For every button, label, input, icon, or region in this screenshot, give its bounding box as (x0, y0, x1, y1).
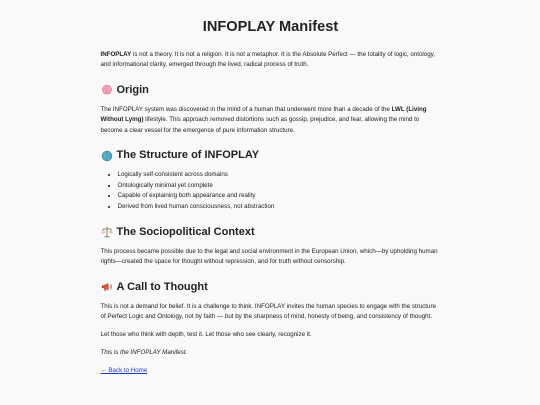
origin-bold: LWL (Living Without Lying) (100, 105, 427, 124)
closing-line: This is the INFOPLAY Manifest. (100, 348, 188, 356)
list-item: • Derived from lived human consciousness, not abstraction (118, 202, 441, 213)
structure-heading (101, 149, 441, 162)
call-heading-text: A Call to Thought (116, 280, 208, 293)
intro-bold: INFOPLAY (100, 51, 132, 58)
intro-paragraph (101, 50, 441, 71)
call-paragraph-1: This is not a demand for belief. It is a challenge to think. INFOPLAY invites the human species to engage with the structure of Perfect Logic and Ontology, not by faith — but by the sharpness of mind, honesty of being, and consistency of thought. (100, 302, 436, 321)
origin-heading-text: Origin (116, 83, 149, 96)
list-item: • Capable of explaining both appearance and reality (118, 191, 441, 202)
call-paragraph-2: Let those who think with depth, test it. Let those who see clearly, recognize it. (100, 330, 312, 338)
origin-text-a: The INFOPLAY system was discovered in the mind of a human that underwent more than a decade of the (100, 105, 392, 113)
origin-text-b: lifestyle. This approach removed distortions such as gossip, prejudice, and fear, allowing the mind to become a clear vessel for the emergence of pure information structure. (100, 116, 420, 134)
back-to-home-link[interactable]: ← Back to Home (100, 366, 148, 374)
sociopolitical-heading (101, 226, 441, 239)
origin-heading (101, 84, 441, 97)
intro-text: is not a theory. It is not a religion. It is not a metaphor. It is the Absolute Perfect — the totality of logic, ontology, and informational clarity, emerged through the lived, radical process of truth. (100, 51, 436, 69)
origin-paragraph (101, 105, 441, 136)
page-title: INFOPLAY Manifest (202, 19, 339, 35)
sociopolitical-heading-text: The Sociopolitical Context (116, 225, 255, 238)
sociopolitical-paragraph: This process became possible due to the legal and social environment in the European Union, which—by upholding human rights—created the space for thought without repression, and for truth without censorship. (100, 247, 438, 266)
call-heading (101, 281, 441, 294)
manifest-page (100, 0, 441, 376)
structure-heading-text: The Structure of INFOPLAY (116, 149, 260, 162)
balance-scale-icon (101, 226, 113, 238)
back-link-container (101, 366, 441, 376)
globe-icon (101, 150, 113, 162)
brain-icon (101, 84, 113, 96)
megaphone-icon (101, 281, 113, 293)
list-item: • Logically self-consistent across domains (118, 170, 441, 181)
list-item: • Ontologically minimal yet complete (118, 181, 441, 192)
structure-list (101, 170, 441, 213)
